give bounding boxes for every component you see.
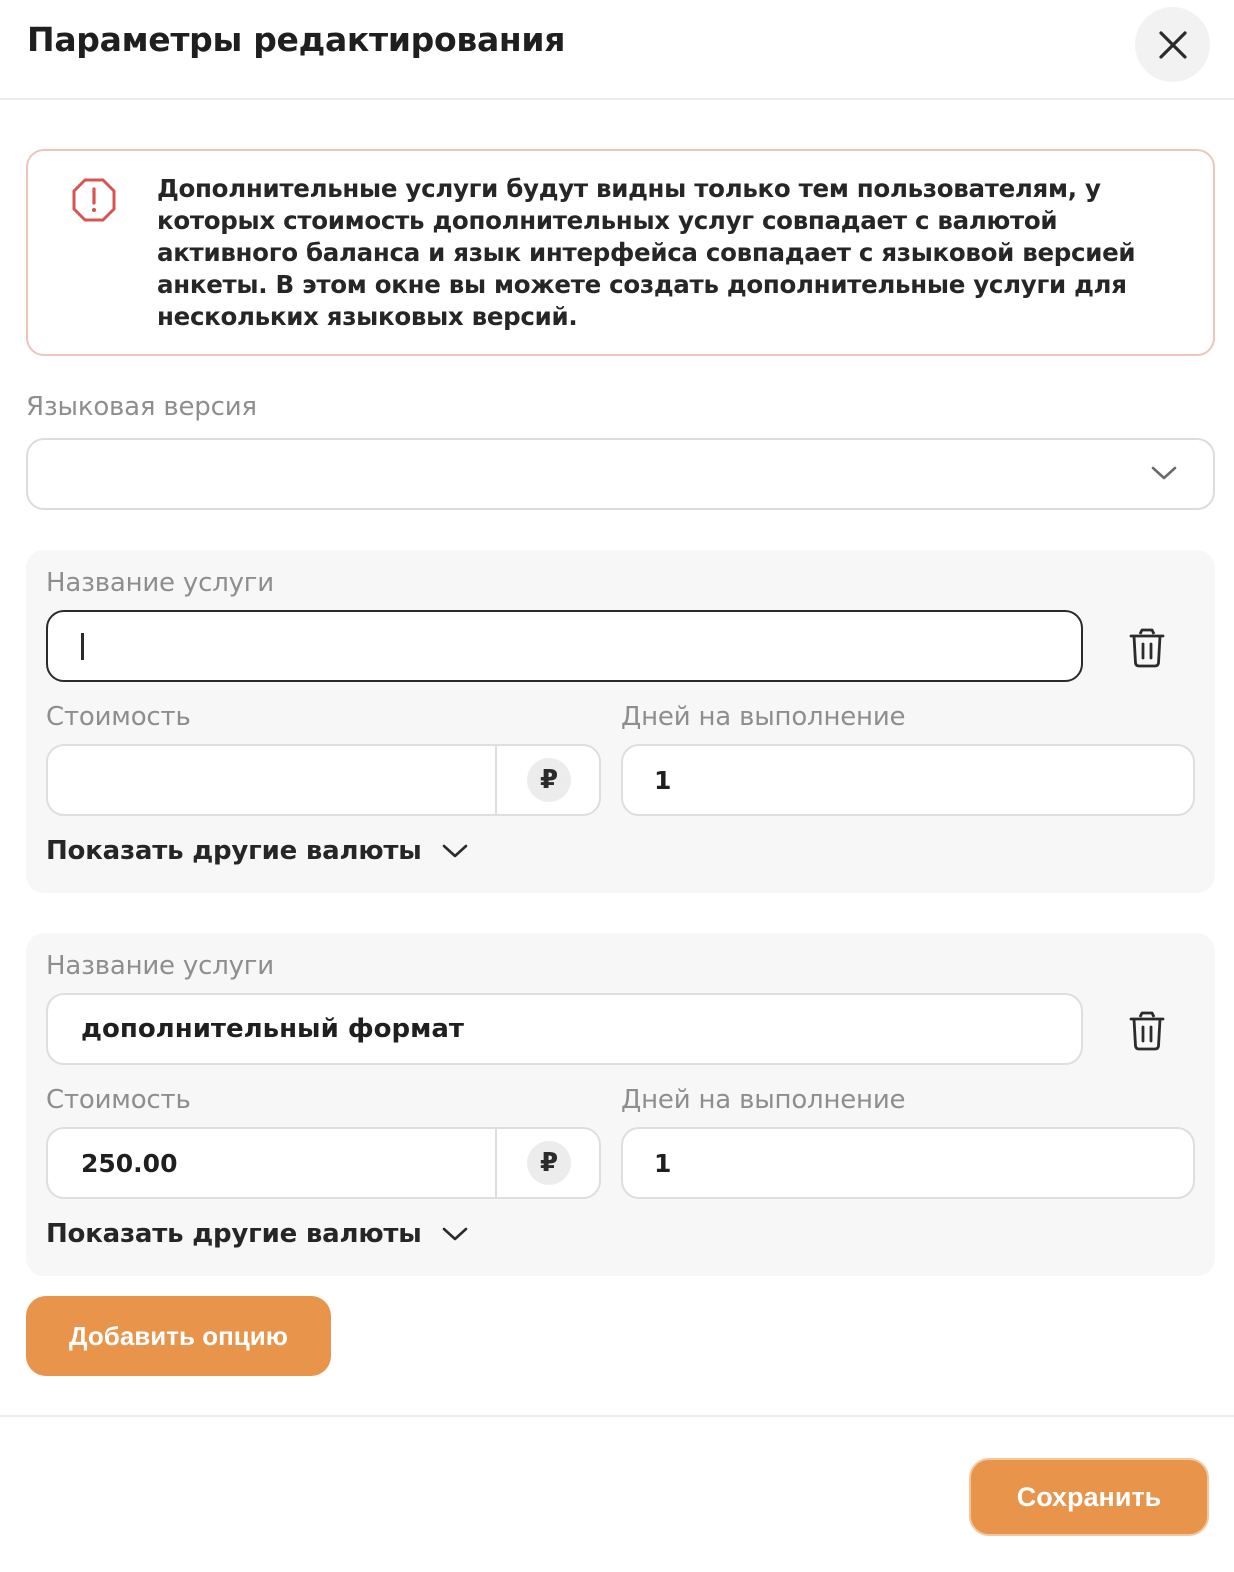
close-icon [1158, 30, 1188, 60]
days-label: Дней на выполнение [621, 1085, 906, 1115]
add-option-button[interactable]: Добавить опцию [26, 1296, 331, 1376]
service-name-input[interactable] [46, 610, 1083, 682]
show-other-currencies-label: Показать другие валюты [46, 1219, 422, 1249]
chevron-down-icon [442, 1226, 468, 1242]
ruble-icon: ₽ [527, 1141, 571, 1185]
service-name-value: дополнительный формат [81, 1014, 464, 1044]
days-input[interactable]: 1 [621, 1127, 1195, 1199]
show-other-currencies-toggle[interactable] [46, 836, 468, 866]
info-alert [26, 149, 1215, 356]
service-card [26, 550, 1215, 893]
alert-text: Дополнительные услуги будут видны только тем пользователям, у которых стоимость дополнительных услуг совпадает с валютой активного баланса и язык интерфейса совпадает с языковой версией анкеты. В этом окне вы можете создать дополнительные услуги для нескольких языковых версий. [157, 174, 1136, 331]
language-select[interactable] [26, 438, 1215, 510]
chevron-down-icon [1151, 464, 1177, 482]
days-input[interactable]: 1 [621, 744, 1195, 816]
service-card [26, 933, 1215, 1276]
dialog-header [0, 0, 1234, 100]
text-caret [81, 633, 84, 660]
alert-octagon-icon [71, 177, 117, 223]
service-name-input[interactable] [46, 993, 1083, 1065]
cost-field-group [46, 744, 601, 816]
days-label: Дней на выполнение [621, 702, 906, 732]
show-other-currencies-label: Показать другие валюты [46, 836, 422, 866]
footer-divider [0, 1415, 1234, 1417]
currency-addon [495, 746, 601, 814]
save-button[interactable]: Сохранить [969, 1458, 1209, 1536]
service-name-label: Название услуги [46, 568, 274, 598]
cost-input[interactable]: 250.00 [81, 1148, 178, 1178]
currency-addon [495, 1129, 601, 1197]
page-title: Параметры редактирования [27, 20, 566, 59]
cost-input[interactable] [48, 746, 495, 814]
service-name-label: Название услуги [46, 951, 274, 981]
close-button[interactable] [1135, 7, 1210, 82]
chevron-down-icon [442, 843, 468, 859]
cost-field-group [46, 1127, 601, 1199]
language-label: Языковая версия [26, 392, 257, 422]
cost-label: Стоимость [46, 1085, 191, 1115]
trash-icon[interactable] [1129, 628, 1165, 668]
ruble-icon: ₽ [527, 758, 571, 802]
trash-icon[interactable] [1129, 1011, 1165, 1051]
show-other-currencies-toggle[interactable] [46, 1219, 468, 1249]
cost-label: Стоимость [46, 702, 191, 732]
